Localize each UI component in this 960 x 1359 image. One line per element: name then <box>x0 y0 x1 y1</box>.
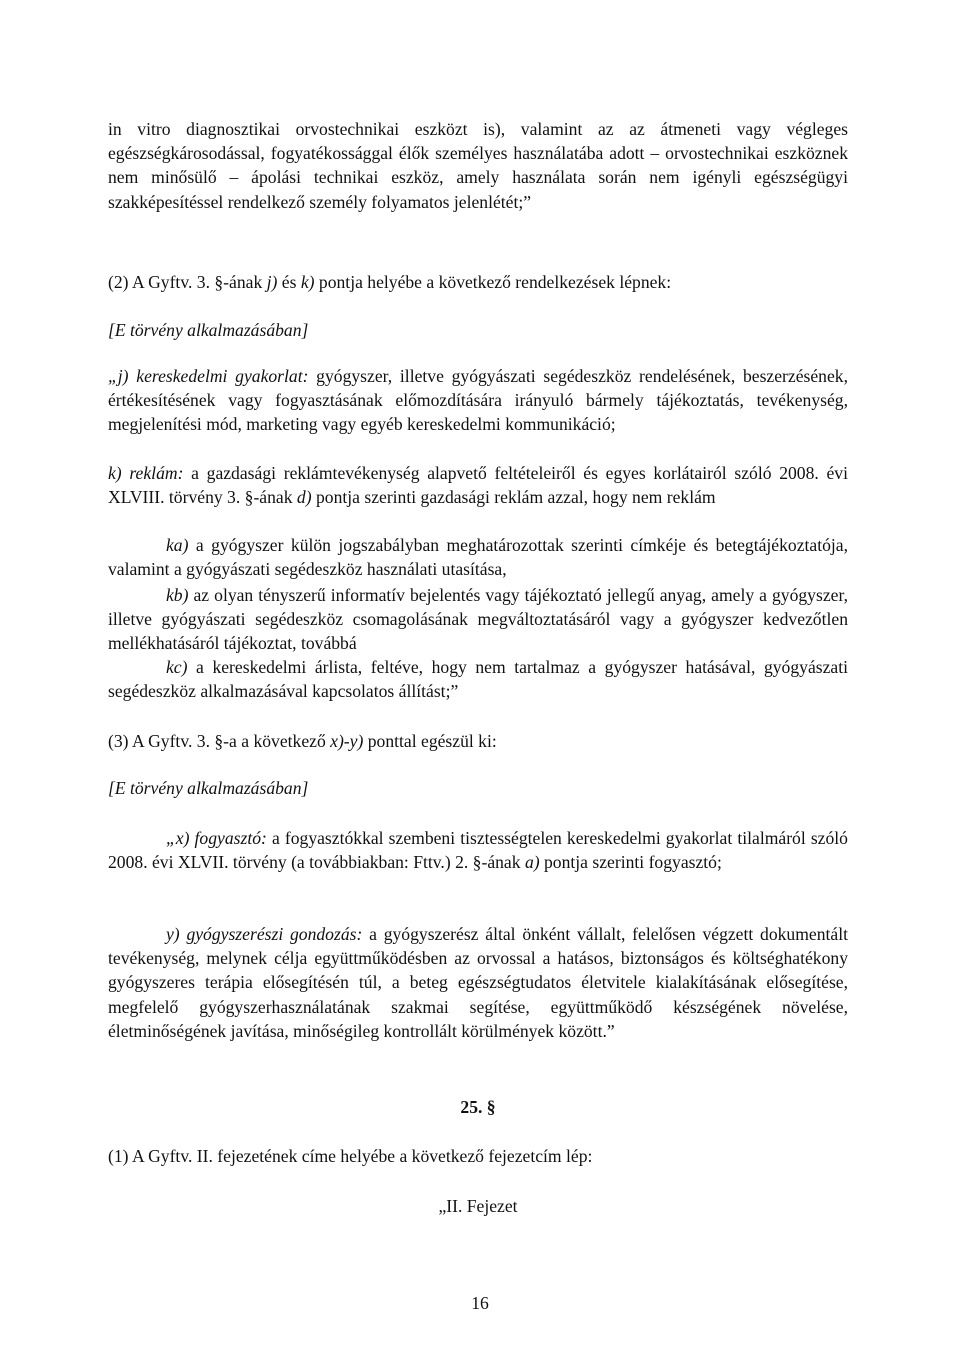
definition-j: „j) kereskedelmi gyakorlat: gyógyszer, illetve gyógyászati segédeszköz rendelésének, beszerzésének, értékesítésének vagy fogyasztásának előmozdítására irányuló bármely tájékoztatás, tevékenység, megjelenítési mód, marketing vagy egyéb kereskedelmi kommunikáció; <box>108 366 848 435</box>
definition-kb: kb) az olyan tényszerű informatív bejelentés vagy tájékoztató jellegű anyag, amely a gyógyszer, illetve gyógyászati segédeszköz csomagolásának megváltoztatásáról vagy a gyógyszer kedvezőtlen mellékhatásáról tájékoztat, továbbá <box>108 585 848 654</box>
paragraph-2: (2) A Gyftv. 3. §-ának j) és k) pontja helyébe a következő rendelkezések lépnek: <box>108 272 672 292</box>
heading-e-torveny-2: [E törvény alkalmazásában] <box>108 778 309 798</box>
definition-ka: ka) a gyógyszer külön jogszabályban meghatározottak szerinti címkéje és betegtájékoztatója, valamint a gyógyászati segédeszköz használati utasítása, <box>108 535 848 580</box>
page-number: 16 <box>471 1293 489 1313</box>
paragraph-final: (1) A Gyftv. II. fejezetének címe helyébe a következő fejezetcím lép: <box>108 1146 593 1166</box>
heading-e-torveny-1: [E törvény alkalmazásában] <box>108 320 309 340</box>
paragraph-intro <box>108 117 848 214</box>
intro-text: in vitro diagnosztikai orvostechnikai eszközt is), valamint az az átmeneti vagy végleges egészségkárosodással, fogyatékossággal élők személyes használatába adott – orvostechnikai eszköznek nem minősülő – ápolási technikai eszköz, amely használata során nem igényli egészségügyi szakképesítéssel rendelkező személy folyamatos jelenlétét;” <box>108 119 848 212</box>
section-title: 25. § <box>460 1097 496 1117</box>
definition-kc: kc) a kereskedelmi árlista, feltéve, hogy nem tartalmaz a gyógyszer hatásával, gyógyászati segédeszköz alkalmazásával kapcsolatos állítást;” <box>108 657 848 702</box>
definition-y: y) gyógyszerészi gondozás: a gyógyszerész által önként vállalt, felelősen végzett dokumentált tevékenység, melynek célja együttműködésben az orvossal a hatásos, biztonságos és költséghatékony gyógyszeres terápia elősegítésén túl, a beteg egészségtudatos életvitele kialakításának elősegítése, megfelelő gyógyszerhasználatának szakmai segítése, együttműködő készségének növelése, életminőségének javítása, minőségileg kontrollált körülmények között.” <box>108 924 848 1041</box>
chapter-title: „II. Fejezet <box>438 1196 518 1216</box>
definition-x: „x) fogyasztó: a fogyasztókkal szembeni tisztességtelen kereskedelmi gyakorlat tilalmáról szóló 2008. évi XLVII. törvény (a továbbiakban: Fttv.) 2. §-ának a) pontja szerinti fogyasztó; <box>108 828 848 873</box>
definition-k: k) reklám: a gazdasági reklámtevékenység alapvető feltételeiről és egyes korlátairól szóló 2008. évi XLVIII. törvény 3. §-ának d) pontja szerinti gazdasági reklám azzal, hogy nem reklám <box>108 463 848 508</box>
paragraph-3: (3) A Gyftv. 3. §-a a következő x)-y) ponttal egészül ki: <box>108 731 497 751</box>
